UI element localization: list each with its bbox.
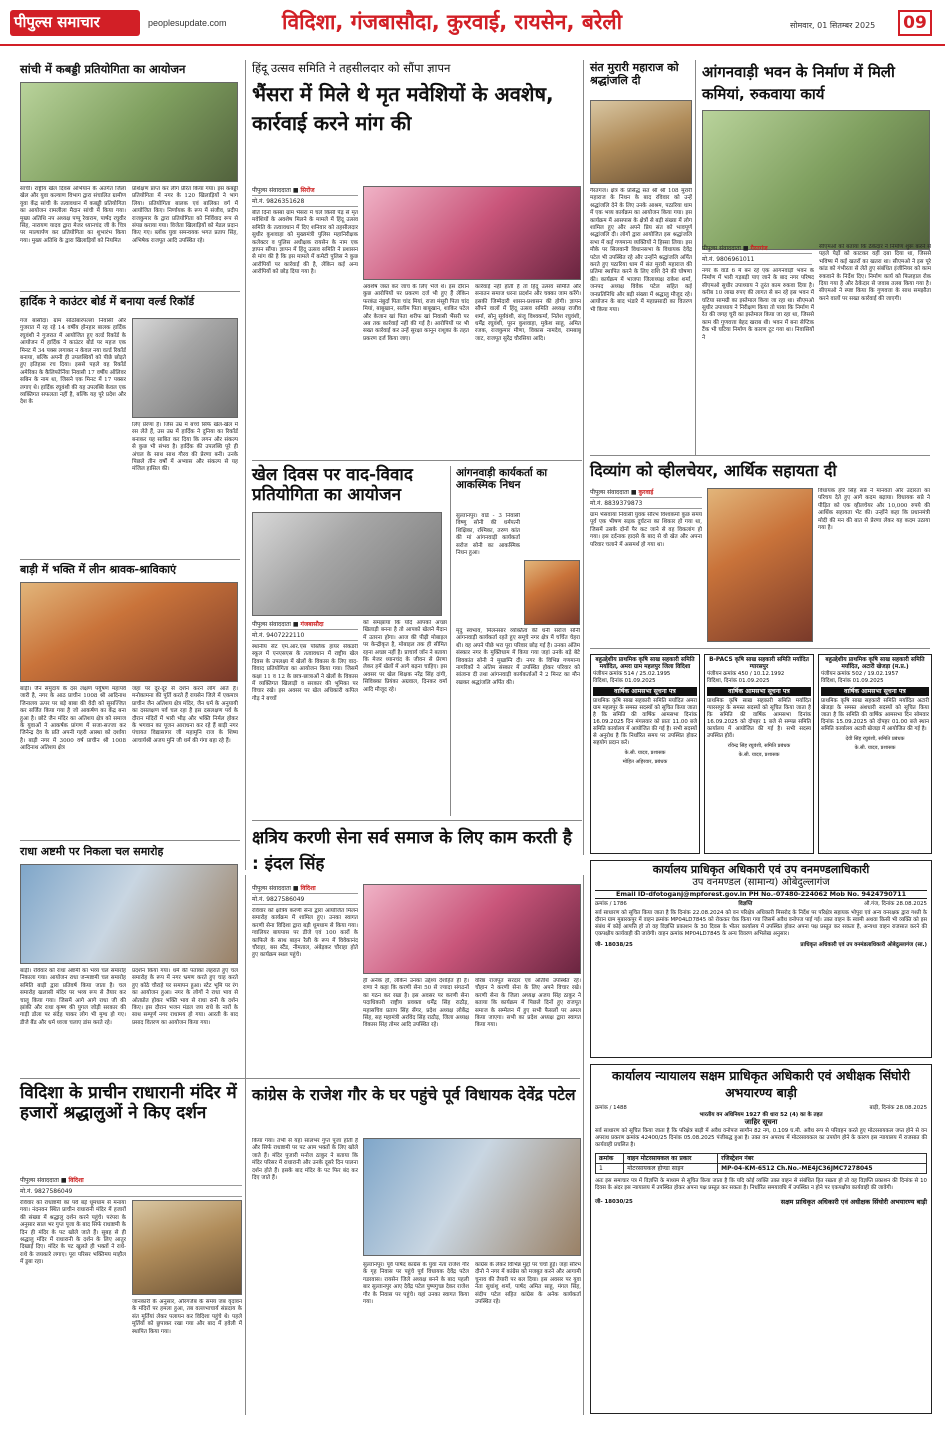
brand-name: पीपुल्स समाचार xyxy=(14,13,100,31)
notice-band: वार्षिक आमसभा सूचना पत्र xyxy=(593,687,697,696)
table-cell: मोटरसायकल होण्डा साइन xyxy=(624,1163,718,1173)
notice-code: जी- 18030/25 xyxy=(595,1198,633,1205)
headline[interactable]: भैंसरा में मिले थे मृत मवेशियों के अवशेष, कार्रवाई करने मांग की xyxy=(252,82,554,135)
divider xyxy=(252,820,582,821)
column-rule xyxy=(583,60,584,855)
column-rule xyxy=(695,60,696,455)
column-rule xyxy=(245,60,246,870)
headline[interactable]: हार्दिक ने काउंटर बोर्ड में बनाया वर्ल्ड रिकॉर्ड xyxy=(20,295,195,308)
notice-ref: क्रमांक / 1488 xyxy=(595,1104,627,1111)
divider xyxy=(20,559,240,560)
body-col-3: वरिष्ठ राजपूत सरदार एवं अतिथि उपस्थित रहे। चौहान ने करणी सेना के लिए अपने विचार रखे। करणी सेना के जिला अध्यक्ष अजय सिंह ठाकुर ने बताया कि कार्यक्रम में पिछले दिनों हुए राजपूत समाज के सम्मेलन में हुए सभी फैसलों पर अमल किया जाएगा। सभी का प्रदेश अध्यक्ष द्वारा स्वागत किया गया। xyxy=(475,978,581,1029)
divider xyxy=(590,455,930,456)
byline-name: पीपुल्स संवाददाता xyxy=(252,885,291,892)
divider xyxy=(20,1078,580,1079)
masthead xyxy=(0,0,945,46)
notice-title: कार्यालय न्यायालय सक्षम प्राधिकृत अधिकारी एवं अधीक्षक सिंघोरी अभयारण्य बाड़ी xyxy=(611,1068,910,1100)
divider xyxy=(590,648,930,649)
table-cell: 1 xyxy=(596,1163,624,1173)
table-header: रजिस्ट्रेशन नंबर xyxy=(718,1153,927,1163)
notice-org: बहुउद्देशीय प्राथमिक कृषि साख सहकारी समिति मर्यादित, अटारी खेजड़ा (म.प्र.) xyxy=(825,657,925,670)
photo-hardik-record xyxy=(132,318,238,418)
byline-mobile: मो.नं. 9407222110 xyxy=(252,631,358,641)
photo-radharani-idol xyxy=(132,1200,242,1295)
body-col-3: कांग्रेस के लेकर विभिन्न मुद्दों पर चर्चा हुई। जहां सौरभ दौनो ने नगर में कांग्रेस को मजबूत करने और आगामी चुनाव की तैयारी पर बल दिया। इस अवसर पर युवा नेता सुधांशु शर्मा, पार्षद अमित साहू, मंगल सिंह, संदीप पटेल सहित कांग्रेस के अनेक कार्यकर्ता उपस्थित रहे। xyxy=(475,1262,581,1306)
notice-body: प्राथमिक कृषि साख सहकारी समिति मर्यादित ग्यारसपुर के समस्त सदस्यों को सूचित किया जाता है कि समिति की वार्षिक आमसभा दिनांक 16.09.2025 को दोपहर 1 बजे से सम्पन्न समिति कार्यालय में आयोजित की गई है। सभी सदस्य उपस्थित होवें। xyxy=(707,698,811,739)
headline[interactable]: कांग्रेस के राजेश गौर के घर पहुंचे पूर्व विधायक देवेंद्र पटेल xyxy=(252,1086,576,1104)
website-link[interactable]: peoplesupdate.com xyxy=(148,18,227,28)
notice-date: बाड़ी, दिनांक 28.08.2025 xyxy=(869,1104,927,1111)
body-col-1: स्थानीय सेंट एम.आर.एस पब्लिक हायर सेकंडरी स्कूल में एनएसएस के तत्वावधान में राष्ट्रीय खेल दिवस के उपलक्ष्य में खेलों के विकास के लिए वाद-विवाद प्रतियोगिता का आयोजन किया गया। जिसमें कक्षा 11 व 12 के छात्र-छात्राओं ने खेलों के विकास में व्यक्तिगत खिलाड़ी व सरकार की भूमिका पर विचार रखे। इस अवसर पर खेल अधिकारी कपिल गौड़ ने बच्चों xyxy=(252,644,358,702)
byline-name: पीपुल्स संवाददाता xyxy=(252,621,291,628)
notice-contact: Email ID-dfotoganj@mpforest.gov.in PH No.-07480-224062 Mob No. 9424790711 xyxy=(595,890,927,899)
notice-act: भारतीय वन अधिनियम 1927 की धारा 52 (4) का के तहत xyxy=(699,1111,823,1118)
radharani-continued xyxy=(252,1262,358,1415)
body-col-1: बाड़ी। रविवार को राधा अष्टमी का भव्य चल समारोह निकाला गया। आयोजन राधा जन्माष्टमी चल समारोह समिति बाड़ी द्वारा प्रतिवर्ष किया जाता है। चल समारोह खलासी मंदिर पर भव्य रूप से तैयार कर चालू किया गया। जिसमें आगे आगे राधा जी की झांकी और राधा कृष्ण की युगल जोड़ी सरकार की गाड़ी डोला पर संदेह पाकर लोग भी मुग्ध हो गए। डीजे बैंड और धर्म ध्वजा चलाए डांस करते रहे। xyxy=(20,968,126,1026)
photo-congress-meet xyxy=(363,1138,581,1256)
byline-name: पीपुल्स संवाददाता xyxy=(252,187,291,194)
notice-body: सर्व साधारण को सूचित किया जाता है कि दिनांक 22.08.2024 को वन परिक्षेत्र अधिकारी मिसरोद के निर्देश पर परिक्षेत्र सहायक भोपुरा एवं अन्य वनरक्षक द्वारा गश्ती के दौरान ग्राम मुबारकपुर में वाहन क्रमांक MP04LD7845 को रोककर चेक किया गया जिसमें अवैध वनोपज पाई गई। उक्त वाहन के स्वामी अथवा किसी भी व्यक्ति को इस संबंध में कोई आपत्ति हो तो वह विज्ञप्ति प्रकाशन के 30 दिवस के भीतर कार्यालय में उपस्थित होकर अपना पक्ष प्रस्तुत कर सकता है, अन्यथा वाहन राजसात करने की एकपक्षीय कार्यवाही की जावेगी। वाहन क्रमांक MP04LD7845 के अन्य विवरण अभिलेख अनुसार। xyxy=(595,910,927,938)
notice-org: बहुउद्देशीय प्राथमिक कृषि साख सहकारी समिति मर्यादित, अमरा ग्राम महलपुर जिला विदिशा xyxy=(595,657,695,670)
notice-forest xyxy=(590,860,932,1058)
photo-construction xyxy=(702,110,930,250)
byline-location: गैरतगंज xyxy=(750,245,768,252)
headline[interactable]: दिव्यांग को व्हीलचेयर, आर्थिक सहायता दी xyxy=(590,461,837,480)
notice-ref: क्रमांक / 1786 xyxy=(595,901,627,908)
byline-location: विदिशा xyxy=(300,885,316,892)
photo-kabaddi xyxy=(20,82,238,182)
notice-date: विदिशा, दिनांक 01.09.2025 xyxy=(593,678,656,684)
notice-pacs-3 xyxy=(818,654,932,854)
body-col-1: बीते दिनों कस्बा ग्राम भैंसरा में चले किसी पेड़ से मृत मवेशियों के अवशेष मिलने के मामले में हिंदू उत्सव समिति के तत्वावधान में दिए शनिवार को तहसीलदार सुधीर कुशवाहा को मुख्यमंत्री पुलिस महानिरीक्षक कलेक्टर व पुलिस अधीक्षक रायसेन के नाम एक ज्ञापन सौंपा। ज्ञापन में हिंदू उत्सव समिति ने प्रशासन से मांग की है कि इस मामले में कमेटी पुलिस ने कुछ आरोपियों पर कार्रवाई की है, लेकिन कई अन्य आरोपियों को छोड़ दिया गया है। xyxy=(252,210,358,276)
photo-wheelchair xyxy=(707,488,813,642)
body-col-2: अवशेष जब्त कर जांच के लिए भेजे थे। इस दौरान कुछ आरोपियों पर प्रकरण दर्ज भी हुए हैं लेकिन फरकंड नंबुर्दा पिता चांद मियां, राजा मंसूरी पिता चांद मियां, बाबूखान, सलीम पिता बाबूखान, शाकिर पटेल और केजान खां पिता शरीफ खां निवासी भैंसरी पर अब तक कार्रवाई नहीं की गई है। आरोपियों पर भी सख्त कार्रवाई कर उन्हें सुरक्षा कानून राशुका के तहत प्रकरण दर्ज किया जाए। xyxy=(363,284,469,342)
byline-mobile: मो.नं. 9806961011 xyxy=(702,255,812,265)
notice-signature: सक्षम प्राधिकृत अधिकारी एवं अधीक्षक सिंघोरी अभयारण्य बाड़ी xyxy=(780,1197,927,1206)
notice-heading: जाहिर सूचना xyxy=(744,1117,778,1126)
headline[interactable]: विदिशा के प्राचीन राधारानी मंदिर में हजारों श्रद्धालुओं ने किए दर्शन xyxy=(20,1083,237,1123)
notice-signature-2: के.सी. यादव, प्रशासक xyxy=(854,745,896,752)
notice-body: सर्व साधारण को सूचित किया जाता है कि परिक्षेत्र बाड़ी में अवैध वनोपज सागौन 82 नग, 0.109 घ.मी. अवैध रूप से परिवहन करते हुए मोटरसायकल जप्त होने से वन अपराध प्रकरण क्रमांक 42400/25 दिनांक 05.08.2025 पंजीबद्ध हुआ है। उक्त वन अपराध में मोटरसायकल का उपयोग होने के कारण इस न्यायालय में राजसात की कार्यवाही प्रचलित है। xyxy=(595,1127,927,1148)
body-col-1: सुल्तानपुर। वार्ड - 3 निवासी विष्णु सोनी की धर्मपत्नी शिक्षिका, रश्मिका, तरुण कांत की मां आंगनवाड़ी कार्यकर्ता सरोज सोनी का आकस्मिक निधन हुआ। xyxy=(456,513,520,557)
headline[interactable]: सांची में कबड्डी प्रतियोगिता का आयोजन xyxy=(20,62,186,76)
byline: पीपुल्स संवाददाता ■ विदिशा xyxy=(252,884,358,894)
notice-heading: विज्ञप्ति xyxy=(738,901,753,908)
byline-location: गंजबासौदा xyxy=(300,621,324,628)
byline: पीपुल्स संवाददाता ■ कुरवाई xyxy=(590,488,702,498)
body-col-1: गंज बासौदा। ग्राम सोठोबारपल्ला निवासी और गुजरात में रह रहे 14 वर्षीय होनहार बालक हार्दिक रघुवंशी ने गुजरात में आयोजित हुए वर्ल्ड रिकॉर्ड के आयोजन में हार्दिक ने काउंटर बोर्ड पर महज एक मिनट में 34 पक्स लगाकर न केवल नया वर्ल्ड रिकॉर्ड बनाया, बल्कि अपनी ही उपलब्धियों को पीछे छोड़ते हुए इतिहास रच दिया। इससे पहले वह रिकॉर्ड अमेरिका के कैलिफोर्निया निवासी 17 वर्षीय ऑलिवर सबिन के नाम था, जिसने एक मिनट में 17 पक्सर लगाए थे। हार्दिक रघुवंशी की यह उपलब्धि केवल एक व्यक्तिगत सफलता नहीं है, बल्कि यह पूरे प्रदेश और देश के xyxy=(20,318,126,406)
headline[interactable]: बाड़ी में भक्ति में लीन श्रावक-श्राविकाएं xyxy=(20,563,177,576)
notice-reg: पंजीयन क्रमांक 450 / 10.12.1992 xyxy=(707,671,785,677)
body-col-1: किया गया। तभी से यहां सालभर गुप्त पूजा होती है और सिर्फ राधाष्टमी पर पट आम भक्तों के लिए खोले जाते हैं। मंदिर पुजारी मनोज ठाकुर ने बताया कि मंदिर परिसर में राधारानी और उनके दूसरे दिन पालना दर्शन होते हैं। इसके बाद मंदिर के पट फिर बंद कर दिए जाते हैं। xyxy=(252,1138,358,1182)
notice-title: कार्यालय प्राधिकृत अधिकारी एवं उप वनमण्डलाधिकारी xyxy=(652,863,870,876)
notice-body: प्राथमिक कृषि साख सहकारी समिति मर्यादित अटारी खेजड़ा के समस्त अंशधारी सदस्यों को सूचित किया जाता है कि समिति की वार्षिक आमसभा दिन सोमवार दिनांक 15.09.2025 को दोपहर 01.00 बजे स्थान समिति कार्यालय अटारी खेजड़ा में आयोजित की गई है। xyxy=(821,698,929,732)
notice-pacs-1 xyxy=(590,654,700,854)
table-header: वाहन मोटरसायकल का प्रकार xyxy=(624,1153,718,1163)
headline[interactable]: आंगनवाड़ी भवन के निर्माण में मिली कमियां, रुकवाया कार्य xyxy=(702,63,895,103)
notice-date: विदिशा, दिनांक 01.09.2025 xyxy=(707,678,770,684)
body-col-1: गैरतगंज। क्षेत्र के प्रसिद्ध संत श्री श्री 108 मुरारी महाराज के निधन के बाद रविवार को उन्हें श्रद्धांजलि देने के लिए उनके आश्रम, पठारिया धाम में एक भव्य कार्यक्रम का आयोजन किया गया। इस कार्यक्रम में आसपास के क्षेत्रों से बड़ी संख्या में लोग शामिल हुए और अपने प्रिय संत को भावपूर्ण श्रद्धांजलि दी। लोगों द्वारा आयोजित इस श्रद्धांजलि सभा में कई गणमान्य व्यक्तियों ने हिस्सा लिया। इस मौके पर सिलवानी विधानसभा के विधायक देवेंद्र पटेल भी उपस्थित रहे और उन्होंने श्रद्धांजलि अर्पित करते हुए पठारिया धाम में संत मुरारी महाराज की प्रतिमा स्थापित करने के लिए राशि देने की घोषणा की। कार्यक्रम में भाजपा जिलाध्यक्ष राकेश शर्मा, जनपद अध्यक्ष विवेक पटेल सहित कई जनप्रतिनिधि और बड़ी संख्या में श्रद्धालु मौजूद रहे। आयोजन के बाद भंडारे में महाप्रसादी का वितरण भी किया गया। xyxy=(590,188,692,313)
notice-signature-2: मोहित अहिरवार, प्रबंधक xyxy=(622,759,668,766)
notice-court xyxy=(590,1064,932,1414)
photo-murari xyxy=(590,100,692,184)
byline-mobile: मो.नं. 9826351628 xyxy=(252,197,358,207)
body-col-2: ही अनेक हो, लेकिन उनका उद्देश्य देशहित ही है। राणा ने कहा कि करणी सेना 50 से ज्यादा संगठनों का गठन कर रखा है। इस अवसर पर करणी सेना पदाधिकारी राष्ट्रीय प्रवक्ता धर्मेंद्र सिंह राठौड़, महासचिव प्रताप सिंह सेंगर, प्रदेश अध्यक्ष लोकेंद्र सिंह, सह महामंत्री अरविंद सिंह राठौड़, जिला अध्यक्ष विकास सिंह तोमर आदि उपस्थित रहे। xyxy=(363,978,469,1029)
body-col-1: ग्राम भेसवाया निवासी युवक सौरभ विश्वकर्मा कुछ समय पूर्व एक भीषण सड़क दुर्घटना का शिकार हो गया था, जिसमें उसके दोनों पैर कट जाने से वह विकलांग हो गया। इस दर्दनाक हादसे के बाद से वो खेत और अपना परिवार चलाने में असमर्थ हो गया था। xyxy=(590,512,702,548)
notice-signature-1: के.सी. यादव, प्रशासक xyxy=(624,750,666,756)
photo-karni-sena xyxy=(363,884,581,974)
byline-mobile: मो.नं. 8839379873 xyxy=(590,499,702,509)
byline: पीपुल्स संवाददाता ■ गैरतगंज xyxy=(702,244,812,254)
body-col-2: विधायक हरि सिंह सप्रे ने मानवता और उदारता का परिचय देते हुए आगे कदम बढ़ाया। विधायक सप्रे ने पीड़ित को एक व्हीलचेयर और 10,000 रुपये की आर्थिक सहायता भेंट की। उन्होंने कहा कि प्रधानमंत्री मोदी की मन की बात से प्रेरणा लेकर यह कदम उठाया गया है। xyxy=(818,488,930,532)
table-header-row xyxy=(596,1153,927,1163)
photo-jain-temple xyxy=(20,582,238,682)
notice-footer: अतः इस समाचार पत्र में विज्ञप्ति के माध्यम से सूचित किया जाता है कि यदि कोई व्यक्ति उक्त वाहन से संबंधित हित रखता हो तो वह विज्ञप्ति प्रकाशन की दिनांक से 10 दिवस के अंदर इस न्यायालय में उपस्थित होकर अपना पक्ष प्रस्तुत कर सकता है। निर्धारित समयावधि में उपस्थित न होने पर एकपक्षीय कार्यवाही की जावेगी। xyxy=(595,1177,927,1191)
table-cell: MP-04-KM-6512 Ch.No.-ME4JC36JMC7278045 xyxy=(718,1163,927,1173)
notice-signature-1: देवी सिंह रघुवंशी, समिति प्रबंधक xyxy=(845,736,905,742)
section-title: विदिशा, गंजबासौदा, कुरवाई, रायसेन, बरेली xyxy=(282,10,623,34)
notice-code: जी- 18038/25 xyxy=(595,942,633,949)
page-number: 09 xyxy=(898,10,932,36)
headline[interactable]: आंगनवाड़ी कार्यकर्ता का आकस्मिक निधन xyxy=(456,467,548,492)
byline-mobile: मो.नं. 9827586049 xyxy=(252,895,358,905)
photo-memorandum xyxy=(363,186,581,280)
body-col-1: नगर के वार्ड 6 में बन रहे एक आंगनवाड़ी भवन के निर्माण में भारी गड़बड़ी पाए जाने के बाद नगर परिषद सीएमओ सुधीर उपाध्याय ने तुरंत काम रुकवा दिया है। करीब 10 लाख रुपए की लागत से बन रहे इस भवन में घटिया सामग्री का इस्तेमाल किया जा रहा था। सीएमओ सुधीर उपाध्याय ने निरीक्षण किया तो पाया कि निर्माण में रेत की जगह चूरी का इस्तेमाल किया जा रहा था, जिससे काम की गुणवत्ता बेहद खराब थी। भवन में बना सेप्टिक टैंक भी घटिया निर्माण के कारण टूट गया था। निवासियों ने xyxy=(702,268,814,341)
column-rule xyxy=(583,875,584,1415)
headline[interactable]: क्षत्रिय करणी सेना सर्व समाज के लिए काम करती है : इंदल सिंह xyxy=(252,828,572,874)
notice-signature-1: रविन्द्र सिंह रघुवंशी, समिति प्रबंधक xyxy=(727,743,791,749)
body-col-2: प्रशिक्षण प्राप्त कर लीग प्रेरित किया गया। इस कबड्डी प्रतियोगिता में नगर के 120 खिलाड़ियों ने भाग लिया। प्रतियोगिता बालक एवं बालिका वर्ग में आयोजित किए। निर्णायक के रूप में संजीव, प्रदीप राजकुमार के द्वारा प्रतियोगिता को निर्विवाद रूप से संपन्न कराया गया। विजेता खिलाड़ियों को मेडल प्रदान किए गए। ब्लॉक युवा समन्वयक भगत प्रताप सिंह, अभिषेक राजपूत आदि उपस्थित रहे। xyxy=(132,186,238,244)
divider xyxy=(20,840,240,841)
body-col-2: मृदु स्वभाव, मिलनसार व्यक्तित्व की धनी सरोज सोनी आंगनवाड़ी कार्यकर्ता रहते हुए समूचे नगर क्षेत्र में चर्चित चेहरा थी। वह अपने पीछे भरा पूरा परिवार छोड़ गई है। उनका अंतिम संस्कार नगर के मुक्तिधाम में किया गया जहां उनके बड़े बेटे शिवकांत सोनी ने मुखाग्नि दी। नगर के विभिन्न गणमान्य नागरिकों ने अंतिम संस्कार में उपस्थित होकर परिवार को सांत्वना दी तथा आंगनवाड़ी कार्यकर्ताओं ने 2 मिनट का मौन रखकर श्रद्धांजलि अर्पित की। xyxy=(456,628,580,686)
body-col-1: रविवार को राधाष्टमी का पर्व बड़े धूमधाम से मनाया गया। नंदनवन स्थित प्राचीन राधारानी मंदिर में हजारों की संख्या में श्रद्धालु दर्शन करने पहुंचे। परंपरा के अनुसार साल भर गुप्त पूजा के बाद सिर्फ राधाष्टमी के दिन ही मंदिर के पट खोले जाते हैं। सुबह से ही श्रद्धालु मंदिर में राधारानी के दर्शन के लिए आतुर दिखाई दिए। मंदिर के पट खुलते ही भक्तों ने राधे-राधे के जयकारे लगाए। पूरा परिसर भक्तिमय माहौल में डूबा रहा। xyxy=(20,1200,126,1266)
photo-debate xyxy=(252,512,442,616)
body-col-2: सीएमओ को बताया कि ठेकेदार ने निर्माण शुरू करने से पहले पेड़ों को काटकर वहीं दबा दिया था, जिससे भविष्य में कई खतरों का खतरा था। सीएमओ ने इस पूरे कांड को गंभीरता से लेते हुए संबंधित इंजीनियर को काम रुकवाने के निर्देश दिए। निर्माण कार्य को फिलहाल रोक दिया गया है और ठेकेदार से जवाब तलब किया गया है। सीएमओ ने स्पष्ट किया कि गुणवत्ता के साथ समझौता करने वालों पर सख्त कार्रवाई की जाएगी। xyxy=(819,244,931,302)
kicker: हिंदू उत्सव समिति ने तहसीलदार को सौंपा ज्ञापन xyxy=(252,61,451,75)
photo-procession xyxy=(20,864,238,964)
notice-body: प्राथमिक कृषि साख सहकारी समिति मर्यादित अमरा ग्राम महलपुर के समस्त सदस्यों को सूचित किया जाता है कि समिति की वार्षिक आमसभा दिनांक 16.09.2025 दिन मंगलवार को प्रातः 11.00 बजे समिति कार्यालय में आयोजित की गई है। सभी सदस्यों से अनुरोध है कि निर्धारित समय पर उपस्थित होकर सहयोग प्रदान करें। xyxy=(593,698,697,746)
byline: पीपुल्स संवाददाता ■ गंजबासौदा xyxy=(252,620,358,630)
notice-org: B-PACS कृषि साख सहकारी समिति मर्यादित ग्यारसपुर xyxy=(709,657,809,670)
byline: पीपुल्स संवाददाता ■ सिरोंज xyxy=(252,186,358,196)
byline-name: पीपुल्स संवाददाता xyxy=(590,489,629,496)
notice-reg: पंजीयन क्रमांक 502 / 19.02.1957 xyxy=(821,671,899,677)
issue-date: सोमवार, 01 सितम्बर 2025 xyxy=(790,21,876,30)
body-col-2: जहां पर दूर-दूर से दर्शन करने लोग आते हैं। मनोकामना की पूर्ति करते हैं रायसेन जिले में एकमात्र प्राचीन जैन अतिशय क्षेत्र मंदिर, जैन धर्म के अनुयायी का दसलक्षण पर्व चल रहा है इस दसलक्षण पर्व के दौरान मंदिरों में भारी भीड़ और भक्ति निर्मल होकर के भगवान का पूजन आराधना कर रहे हैं बाड़ी नगर पंचायत विद्यासागर जी महामुनि राज के शिष्य आचार्यश्री अजय मुनि जी धर्म की गंगा बहा रहे हैं। xyxy=(132,686,238,744)
column-rule xyxy=(245,875,246,1415)
notice-date: विदिशा, दिनांक 01.09.2025 xyxy=(821,678,884,684)
byline-name: पीपुल्स संवाददाता xyxy=(702,245,741,252)
byline-location: विदिशा xyxy=(68,1177,84,1184)
headline[interactable]: राधा अष्टमी पर निकला चल समारोह xyxy=(20,845,164,858)
headline[interactable]: संत मुरारी महाराज को श्रद्धांजलि दी xyxy=(590,61,679,87)
notice-signature-2: के.सी. यादव, प्रशासक xyxy=(738,752,780,759)
notice-date: औ.गंज, दिनांक 28.08.2025 xyxy=(863,901,927,908)
body-col-2: को समझाया कि यदि आपको अच्छा खिलाड़ी बनना है तो आपको खेलने मैदान में उतरना होगा। आज की पीढ़ी मोबाइल पर केन्द्रीकृत है, मोबाइल तक ही सीमित रहना अच्छा नहीं है। प्राचार्य जॉन ने बताया कि मेजर ध्यानचंद के जीवन से प्रेरणा लेकर हमें खेलों में आगे बढ़ना चाहिए। इस अवसर पर खेल शिक्षक नरेंद्र सिंह दांगी, सिविक्का प्रियंका अग्रवाल, दिनकर वर्मा आदि मौजूद रहे। xyxy=(363,620,447,693)
table-row xyxy=(596,1163,927,1173)
byline: पीपुल्स संवाददाता ■ विदिशा xyxy=(20,1176,242,1186)
byline-location: सिरोंज xyxy=(300,187,315,194)
photo-portrait xyxy=(524,560,580,625)
body-col-2: प्रदर्शन किया गया। धर्म की पताका लहराते हुए चल समारोह के रूप में नगर भ्रमण करते हुए चाह करते हुए कोठे चौराहे पर समापन हुआ। स्टेट भूमि पर रंग का आयोजन हुआ। नगर के लोगों ने राधा भाव से ओतप्रोत होकर भक्ति भाव से राधा रानी के दर्शन किए। इस दौरान भजन मंडल जय राधे के नारों के साथ सम्पूर्ण नगर राधामय हो गया। आरती के बाद प्रसाद वितरण का आयोजन किया गया। xyxy=(132,968,238,1026)
byline-mobile: मो.नं. 9827586049 xyxy=(20,1187,242,1197)
column-rule xyxy=(450,466,451,816)
headline[interactable]: खेल दिवस पर वाद-विवाद प्रतियोगिता का आयोजन xyxy=(252,465,413,505)
notice-pacs-2 xyxy=(704,654,814,854)
vehicle-table xyxy=(595,1153,927,1174)
body-col-2: सुल्तानपुर। पूर्व पार्षद कांग्रेस के युवा नेता राजेश गौर के गृह निवास पर पहुंचे पूर्व विधायक देवेंद्र पटेल गडरवास। रायसेन जिले अध्यक्ष बनने के बाद पहली बार सुल्तानपुर आए देवेंद्र पटेल पुष्पगुच्छ देकर राजेश गौर के निवास पर पहुंचे। यहां उनका स्वागत किया गया। xyxy=(363,1262,469,1306)
notice-band: वार्षिक आमसभा सूचना पत्र xyxy=(821,687,929,696)
byline-location: कुरवाई xyxy=(638,489,654,496)
body-col-1: रविवार को क्षत्रिय करणी सेना द्वारा आयोजित मिलन समारोह कार्यक्रम में शामिल हुए। उनका स्वागत करणी सेना विदिशा द्वारा बड़ी धूमधाम से किया गया। ग्वालियर बायपास पर डीजे एवं 100 कारों के काफिले के साथ बाहन रैली के रूप में विवेकानंद चौराहा, बस स्टैंड, नीमताल, अंबेड़कर चौराहा होते हुए कार्यक्रम स्थल पहुंचे। xyxy=(252,908,358,959)
body-col-1: सांची। राष्ट्रीय खेल दिवस अभियान के अंतर्गत जिला खेल और युवा कल्याण विभाग द्वारा संचालित ग्रामीण युवा केंद्र सांची के तत्वावधान में कबड्डी प्रतियोगिता का आयोजन रामलीला मैदान सांची में किया गया। मुख्य अतिथि नप अध्यक्ष पप्पू रेवाराम, पार्षद रघुवीर सिंह, नारायण यादव द्वारा मेजर ध्यानचंद जी के चित्र पर माल्यार्पण कर प्रतियोगिता का शुभारंभ किया गया। मुख्य अतिथि के द्वारा खिलाड़ियों को नियमित xyxy=(20,186,126,244)
notice-signature: प्राधिकृत अधिकारी एवं उप वनमंडलाधिकारी ओबेदुल्लागंज (सा.) xyxy=(800,942,927,949)
table-header: क्रमांक xyxy=(596,1153,624,1163)
body-col-2: जानकारी के अनुसार, औरंगजेब के समय जब वृंदावन के मंदिरों पर हमला हुआ, तब वल्लभाचार्य संप्रदाय के संत मूर्तियां लेकर पलायन कर विदिशा पहुंचे थे। पहले मूर्तियों को छुपाकर रखा गया और बाद में हवेली में स्थापित किया गया। xyxy=(132,1299,242,1335)
divider xyxy=(252,460,582,461)
body-col-1: बाड़ी। जैन समुदाय के दस लक्षण पर्युषण महापर्व जारी है, नगर के आठ प्राचीन 1008 श्री आदिनाथ जिनालय ऊपर पर बड़े बाबा की वेदी को सुसज्जित कर सर्जित किया गया है जो आकर्षण का केंद्र बना हुआ है। छोटे जैन मंदिर का अतिशय क्षेत्र को समाज के युवाओं ने आकर्षक प्रांगण में सजा-सज्जा कर जिनेन्द्र देव के प्रति अपनी गहरी आस्था को दर्शाया है। बाड़ी नगर में 3000 वर्ष प्राचीन श्री 1008 आदिनाथ अतिशय क्षेत्र xyxy=(20,686,126,752)
divider xyxy=(20,291,240,292)
notice-subtitle: उप वनमण्डल (सामान्य) ओबेदुल्लागंज xyxy=(692,876,830,888)
body-col-3: कार्रवाई नहीं होती है तो हिंदू उत्सव समिति और सनातन समाज धरना प्रदर्शन और चक्का जाम करेंगे। इसकी जिम्मेदारी शासन-प्रशासन की होगी। ज्ञापन सौंपने वालों में हिंदू उत्सव समिति अध्यक्ष राजीव शर्मा, सोनू सूर्यवंशी, संजू विश्वकर्मा, नितेश रघुवंशी, धर्मेंद्र रघुवंशी, पूरन कुशवाहा, मुकेश साहू, अमित रजक, राजकुमार मीणा, विकास नामदेव, रामबाबू जाट, राजपूत सुरेंद्र चौरसिया आदि। xyxy=(475,284,581,342)
notice-reg: पंजीयन क्रमांक 514 / 25.02.1995 xyxy=(593,671,671,677)
notice-band: वार्षिक आमसभा सूचना पत्र xyxy=(707,687,811,696)
body-col-2: लिए प्रेरणा है। जिस उम्र में बच्चे सिर्फ खेल-खेल में रस लेते हैं, उस उम्र में हार्दिक ने दुनिया का रिकॉर्ड बनाकर यह साबित कर दिया कि लगन और संकल्प से कुछ भी संभव है। हार्दिक की उपलब्धि पूरे ही अंचल के साथ साथ गौरव की प्रेरणा बनी। उनके पिछले तीन वर्षों में अभ्यास और संकल्प से यह मंजिल हासिल की। xyxy=(132,422,238,473)
byline-name: पीपुल्स संवाददाता xyxy=(20,1177,59,1184)
